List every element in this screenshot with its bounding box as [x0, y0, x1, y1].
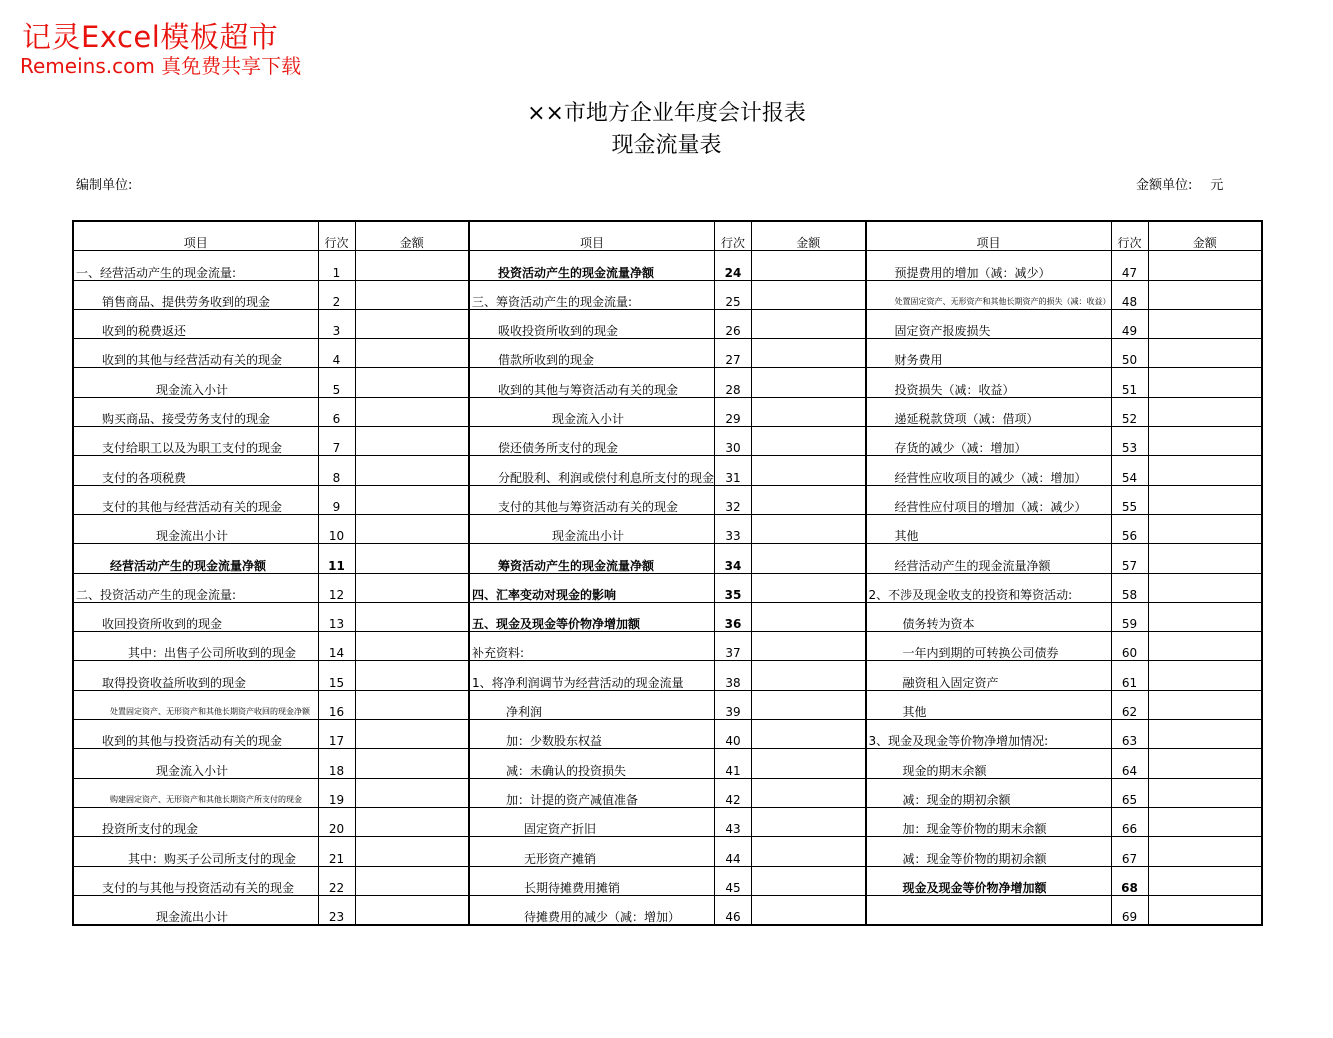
table-row: [73, 807, 1262, 836]
line-no-cell: 40: [715, 720, 752, 749]
line-no-cell: 47: [1111, 251, 1148, 280]
line-no-cell: 58: [1111, 573, 1148, 602]
amount-cell[interactable]: [355, 690, 469, 719]
amount-cell[interactable]: [355, 485, 469, 514]
amount-cell[interactable]: [355, 866, 469, 895]
header-item-1: 项目: [73, 221, 318, 251]
table-header-row: [73, 221, 1262, 251]
table-row: [73, 456, 1262, 485]
line-no-cell: 12: [318, 573, 355, 602]
item-cell: 支付的其他与筹资活动有关的现金: [469, 485, 715, 514]
line-no-cell: 36: [715, 602, 752, 631]
item-cell: 经营活动产生的现金流量净额: [73, 544, 318, 573]
table-row: [73, 720, 1262, 749]
preparer-label: 编制单位:: [76, 178, 133, 193]
report-subtitle: 现金流量表: [611, 133, 722, 158]
item-cell: 支付的其他与经营活动有关的现金: [73, 485, 318, 514]
item-cell: 借款所收到的现金: [469, 339, 715, 368]
item-cell: 投资活动产生的现金流量净额: [469, 251, 715, 280]
table-row: [73, 309, 1262, 338]
watermark-brand: 记灵Excel模板超市: [22, 20, 279, 54]
amount-cell[interactable]: [355, 778, 469, 807]
item-cell: 现金流入小计: [73, 368, 318, 397]
amount-cell[interactable]: [752, 514, 866, 543]
item-cell: 无形资产摊销: [469, 837, 715, 866]
item-cell: 现金流出小计: [469, 514, 715, 543]
line-no-cell: 52: [1111, 397, 1148, 426]
item-cell: 二、投资活动产生的现金流量:: [73, 573, 318, 602]
line-no-cell: 56: [1111, 514, 1148, 543]
amount-cell[interactable]: [1148, 807, 1262, 836]
line-no-cell: 30: [715, 427, 752, 456]
report-title: ××市地方企业年度会计报表: [527, 101, 806, 126]
line-no-cell: 34: [715, 544, 752, 573]
line-no-cell: 64: [1111, 749, 1148, 778]
line-no-cell: 5: [318, 368, 355, 397]
item-cell: 加：少数股东权益: [469, 720, 715, 749]
amount-cell[interactable]: [752, 368, 866, 397]
amount-cell[interactable]: [752, 632, 866, 661]
line-no-cell: 33: [715, 514, 752, 543]
amount-cell[interactable]: [752, 749, 866, 778]
item-cell: 投资损失（减：收益）: [866, 368, 1112, 397]
item-cell: 现金流出小计: [73, 514, 318, 543]
table-row: [73, 602, 1262, 631]
item-cell: 四、汇率变动对现金的影响: [469, 573, 715, 602]
line-no-cell: 32: [715, 485, 752, 514]
amount-cell[interactable]: [1148, 632, 1262, 661]
amount-cell[interactable]: [752, 602, 866, 631]
line-no-cell: 11: [318, 544, 355, 573]
line-no-cell: 38: [715, 661, 752, 690]
line-no-cell: 9: [318, 485, 355, 514]
amount-cell[interactable]: [355, 544, 469, 573]
item-cell: 经营活动产生的现金流量净额: [866, 544, 1112, 573]
line-no-cell: 48: [1111, 280, 1148, 309]
amount-cell[interactable]: [1148, 778, 1262, 807]
line-no-cell: 29: [715, 397, 752, 426]
item-cell: 现金流入小计: [73, 749, 318, 778]
item-cell: 现金流入小计: [469, 397, 715, 426]
item-cell: 现金及现金等价物净增加额: [866, 866, 1112, 895]
amount-cell[interactable]: [1148, 397, 1262, 426]
amount-cell[interactable]: [355, 456, 469, 485]
item-cell: 其他: [866, 514, 1112, 543]
amount-cell[interactable]: [1148, 895, 1262, 925]
amount-cell[interactable]: [752, 573, 866, 602]
amount-cell[interactable]: [355, 339, 469, 368]
line-no-cell: 43: [715, 807, 752, 836]
table-row: [73, 690, 1262, 719]
item-cell: 减：现金的期初余额: [866, 778, 1112, 807]
line-no-cell: 17: [318, 720, 355, 749]
line-no-cell: 23: [318, 895, 355, 925]
line-no-cell: 53: [1111, 427, 1148, 456]
line-no-cell: 61: [1111, 661, 1148, 690]
line-no-cell: 4: [318, 339, 355, 368]
line-no-cell: 62: [1111, 690, 1148, 719]
item-cell: 收回投资所收到的现金: [73, 602, 318, 631]
amount-cell[interactable]: [752, 251, 866, 280]
item-cell: 其中：出售子公司所收到的现金: [73, 632, 318, 661]
item-cell: 长期待摊费用摊销: [469, 866, 715, 895]
line-no-cell: 14: [318, 632, 355, 661]
line-no-cell: 66: [1111, 807, 1148, 836]
header-line-no-1: 行次: [318, 221, 355, 251]
amount-cell[interactable]: [752, 690, 866, 719]
line-no-cell: 27: [715, 339, 752, 368]
table-row: [73, 632, 1262, 661]
line-no-cell: 21: [318, 837, 355, 866]
line-no-cell: 2: [318, 280, 355, 309]
amount-cell[interactable]: [355, 602, 469, 631]
line-no-cell: 24: [715, 251, 752, 280]
item-cell: 一、经营活动产生的现金流量:: [73, 251, 318, 280]
line-no-cell: 6: [318, 397, 355, 426]
amount-cell[interactable]: [1148, 720, 1262, 749]
amount-cell[interactable]: [1148, 544, 1262, 573]
line-no-cell: 44: [715, 837, 752, 866]
line-no-cell: 46: [715, 895, 752, 925]
table-row: [73, 749, 1262, 778]
amount-cell[interactable]: [1148, 573, 1262, 602]
line-no-cell: 16: [318, 690, 355, 719]
amount-cell[interactable]: [355, 573, 469, 602]
amount-cell[interactable]: [752, 720, 866, 749]
line-no-cell: 26: [715, 309, 752, 338]
line-no-cell: 39: [715, 690, 752, 719]
amount-cell[interactable]: [355, 251, 469, 280]
amount-cell[interactable]: [355, 895, 469, 925]
line-no-cell: 59: [1111, 602, 1148, 631]
item-cell: 融资租入固定资产: [866, 661, 1112, 690]
table-row: [73, 280, 1262, 309]
amount-cell[interactable]: [1148, 251, 1262, 280]
item-cell: 其中：购买子公司所支付的现金: [73, 837, 318, 866]
item-cell: 收到的其他与经营活动有关的现金: [73, 339, 318, 368]
table-row: [73, 544, 1262, 573]
item-cell: 五、现金及现金等价物净增加额: [469, 602, 715, 631]
line-no-cell: 67: [1111, 837, 1148, 866]
amount-cell[interactable]: [752, 339, 866, 368]
item-cell: 减：现金等价物的期初余额: [866, 837, 1112, 866]
amount-cell[interactable]: [355, 309, 469, 338]
amount-cell[interactable]: [355, 368, 469, 397]
cash-flow-table: [72, 220, 1263, 926]
item-cell: 待摊费用的减少（减：增加）: [469, 895, 715, 925]
item-cell: 财务费用: [866, 339, 1112, 368]
line-no-cell: 55: [1111, 485, 1148, 514]
amount-cell[interactable]: [1148, 661, 1262, 690]
table-row: [73, 339, 1262, 368]
item-cell: 处置固定资产、无形资产和其他长期资产收回的现金净额: [73, 690, 318, 719]
amount-cell[interactable]: [1148, 485, 1262, 514]
line-no-cell: 10: [318, 514, 355, 543]
line-no-cell: 41: [715, 749, 752, 778]
line-no-cell: 45: [715, 866, 752, 895]
amount-cell[interactable]: [752, 280, 866, 309]
amount-cell[interactable]: [752, 661, 866, 690]
table-row: [73, 514, 1262, 543]
amount-cell[interactable]: [1148, 339, 1262, 368]
line-no-cell: 8: [318, 456, 355, 485]
amount-cell[interactable]: [752, 456, 866, 485]
amount-cell[interactable]: [752, 309, 866, 338]
item-cell: 支付的与其他与投资活动有关的现金: [73, 866, 318, 895]
amount-cell[interactable]: [355, 749, 469, 778]
item-cell: 偿还债务所支付的现金: [469, 427, 715, 456]
amount-cell[interactable]: [752, 895, 866, 925]
amount-cell[interactable]: [355, 397, 469, 426]
line-no-cell: 63: [1111, 720, 1148, 749]
amount-cell[interactable]: [355, 632, 469, 661]
table-row: [73, 866, 1262, 895]
header-line-no-3: 行次: [1111, 221, 1148, 251]
item-cell: 固定资产报废损失: [866, 309, 1112, 338]
line-no-cell: 3: [318, 309, 355, 338]
item-cell: 现金的期末余额: [866, 749, 1112, 778]
item-cell: 吸收投资所收到的现金: [469, 309, 715, 338]
line-no-cell: 13: [318, 602, 355, 631]
amount-cell[interactable]: [752, 866, 866, 895]
amount-cell[interactable]: [752, 485, 866, 514]
amount-cell[interactable]: [752, 427, 866, 456]
amount-cell[interactable]: [355, 837, 469, 866]
item-cell: 固定资产折旧: [469, 807, 715, 836]
item-cell: 销售商品、提供劳务收到的现金: [73, 280, 318, 309]
item-cell: [866, 895, 1112, 925]
item-cell: 筹资活动产生的现金流量净额: [469, 544, 715, 573]
line-no-cell: 65: [1111, 778, 1148, 807]
item-cell: 投资所支付的现金: [73, 807, 318, 836]
header-amount-2: 金额: [752, 221, 866, 251]
line-no-cell: 49: [1111, 309, 1148, 338]
line-no-cell: 1: [318, 251, 355, 280]
item-cell: 现金流出小计: [73, 895, 318, 925]
item-cell: 收到的其他与投资活动有关的现金: [73, 720, 318, 749]
item-cell: 处置固定资产、无形资产和其他长期资产的损失（减：收益）: [866, 280, 1112, 309]
line-no-cell: 31: [715, 456, 752, 485]
amount-cell[interactable]: [1148, 309, 1262, 338]
table-row: [73, 397, 1262, 426]
header-item-3: 项目: [866, 221, 1112, 251]
item-cell: 经营性应收项目的减少（减：增加）: [866, 456, 1112, 485]
table-row: [73, 661, 1262, 690]
line-no-cell: 57: [1111, 544, 1148, 573]
item-cell: 递延税款贷项（减：借项）: [866, 397, 1112, 426]
amount-cell[interactable]: [752, 837, 866, 866]
amount-unit-value: 元: [1210, 178, 1224, 193]
amount-cell[interactable]: [1148, 514, 1262, 543]
amount-cell[interactable]: [1148, 690, 1262, 719]
line-no-cell: 68: [1111, 866, 1148, 895]
amount-cell[interactable]: [1148, 368, 1262, 397]
line-no-cell: 51: [1111, 368, 1148, 397]
item-cell: 三、筹资活动产生的现金流量:: [469, 280, 715, 309]
header-amount-3: 金额: [1148, 221, 1262, 251]
amount-cell[interactable]: [1148, 427, 1262, 456]
header-item-2: 项目: [469, 221, 715, 251]
item-cell: 分配股利、利润或偿付利息所支付的现金: [469, 456, 715, 485]
amount-cell[interactable]: [355, 427, 469, 456]
table-row: [73, 251, 1262, 280]
amount-cell[interactable]: [355, 280, 469, 309]
item-cell: 其他: [866, 690, 1112, 719]
line-no-cell: 28: [715, 368, 752, 397]
table-row: [73, 895, 1262, 925]
line-no-cell: 7: [318, 427, 355, 456]
item-cell: 收到的税费返还: [73, 309, 318, 338]
amount-cell[interactable]: [752, 807, 866, 836]
line-no-cell: 18: [318, 749, 355, 778]
amount-cell[interactable]: [1148, 837, 1262, 866]
line-no-cell: 35: [715, 573, 752, 602]
header-line-no-2: 行次: [715, 221, 752, 251]
item-cell: 2、不涉及现金收支的投资和筹资活动:: [866, 573, 1112, 602]
amount-cell[interactable]: [355, 514, 469, 543]
amount-cell[interactable]: [1148, 602, 1262, 631]
item-cell: 收到的其他与筹资活动有关的现金: [469, 368, 715, 397]
line-no-cell: 54: [1111, 456, 1148, 485]
amount-cell[interactable]: [1148, 866, 1262, 895]
item-cell: 加：现金等价物的期末余额: [866, 807, 1112, 836]
item-cell: 取得投资收益所收到的现金: [73, 661, 318, 690]
amount-cell[interactable]: [355, 661, 469, 690]
line-no-cell: 60: [1111, 632, 1148, 661]
header-amount-1: 金额: [355, 221, 469, 251]
item-cell: 1、将净利润调节为经营活动的现金流量: [469, 661, 715, 690]
line-no-cell: 19: [318, 778, 355, 807]
line-no-cell: 50: [1111, 339, 1148, 368]
line-no-cell: 15: [318, 661, 355, 690]
amount-cell[interactable]: [1148, 749, 1262, 778]
item-cell: 债务转为资本: [866, 602, 1112, 631]
amount-unit: [1136, 174, 1223, 193]
table-row: [73, 427, 1262, 456]
item-cell: 减：未确认的投资损失: [469, 749, 715, 778]
item-cell: 补充资料:: [469, 632, 715, 661]
line-no-cell: 20: [318, 807, 355, 836]
line-no-cell: 37: [715, 632, 752, 661]
table-row: [73, 485, 1262, 514]
amount-cell[interactable]: [355, 807, 469, 836]
item-cell: 预提费用的增加（减：减少）: [866, 251, 1112, 280]
line-no-cell: 25: [715, 280, 752, 309]
item-cell: 经营性应付项目的增加（减：减少）: [866, 485, 1112, 514]
amount-cell[interactable]: [355, 720, 469, 749]
table-row: [73, 368, 1262, 397]
item-cell: 购买商品、接受劳务支付的现金: [73, 397, 318, 426]
table-row: [73, 837, 1262, 866]
item-cell: 购建固定资产、无形资产和其他长期资产所支付的现金: [73, 778, 318, 807]
table-row: [73, 573, 1262, 602]
item-cell: 一年内到期的可转换公司债券: [866, 632, 1112, 661]
item-cell: 支付的各项税费: [73, 456, 318, 485]
amount-cell[interactable]: [752, 778, 866, 807]
item-cell: 加：计提的资产减值准备: [469, 778, 715, 807]
item-cell: 净利润: [469, 690, 715, 719]
item-cell: 存货的减少（减：增加）: [866, 427, 1112, 456]
amount-cell[interactable]: [752, 544, 866, 573]
amount-unit-label: 金额单位:: [1136, 178, 1193, 193]
table-row: [73, 778, 1262, 807]
amount-cell[interactable]: [1148, 280, 1262, 309]
amount-cell[interactable]: [1148, 456, 1262, 485]
line-no-cell: 69: [1111, 895, 1148, 925]
amount-cell[interactable]: [752, 397, 866, 426]
item-cell: 支付给职工以及为职工支付的现金: [73, 427, 318, 456]
watermark-url: Remeins.com 真免费共享下载: [20, 54, 302, 78]
item-cell: 3、现金及现金等价物净增加情况:: [866, 720, 1112, 749]
line-no-cell: 42: [715, 778, 752, 807]
line-no-cell: 22: [318, 866, 355, 895]
